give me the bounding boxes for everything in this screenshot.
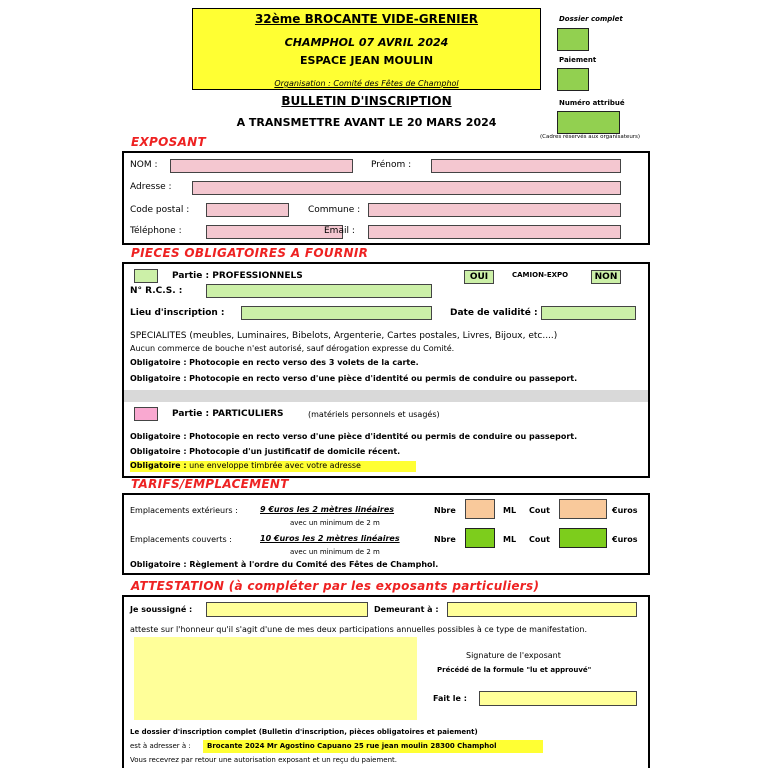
fait-label: Fait le : [433,694,467,703]
cov-min: avec un minimum de 2 m [290,548,380,556]
telephone-field[interactable] [206,225,343,239]
part-obligatoire-2-text: Photocopie d'un justificatif de domicile récent. [189,447,401,456]
telephone-label: Téléphone : [130,226,182,236]
ext-cout-label: Cout [529,506,550,515]
email-label: Email : [324,226,355,236]
code-postal-label: Code postal : [130,205,190,215]
numero-box[interactable] [557,111,620,134]
exposant-heading: EXPOSANT [131,135,207,149]
formule-label: Précédé de la formule "lu et approuvé" [437,666,592,674]
non-button[interactable]: NON [591,270,621,284]
obligatoire-tag: Obligatoire : [130,432,187,441]
pieces-frame [122,262,650,478]
deadline: A TRANSMETTRE AVANT LE 20 MARS 2024 [236,116,497,129]
pro-obligatoire-1 [130,358,419,368]
cov-cout-label: Cout [529,535,550,544]
paiement-label: Paiement [559,56,597,64]
dossier-complet-label: Dossier complet [559,15,623,23]
prenom-field[interactable] [431,159,621,173]
part-obligatoire-1-text: Photocopie en recto verso d'une pièce d'identité ou permis de conduire ou passeport. [189,432,578,441]
admin-note: (Cadres réservés aux organisateurs) [540,134,641,140]
ext-nbre-label: Nbre [434,506,456,515]
attestation-heading: ATTESTATION (à compléter par les exposants particuliers) [131,579,540,593]
signature-label: Signature de l'exposant [466,651,561,660]
pro-obligatoire-1-text: Photocopie en recto verso des 3 volets de la carte. [189,358,419,367]
part-obligatoire-3 [130,461,416,472]
validite-label: Date de validité : [450,308,538,318]
pieces-heading: PIECES OBLIGATOIRES A FOURNIR [131,246,369,260]
signature-area[interactable] [134,637,417,720]
bulletin-title: BULLETIN D'INSCRIPTION [281,94,452,108]
part-label: Partie : PARTICULIERS [172,409,284,419]
rcs-field[interactable] [206,284,432,298]
lieu-label: Lieu d'inscription : [130,308,225,318]
commune-field[interactable] [368,203,621,217]
cov-label: Emplacements couverts : [130,535,232,544]
nom-field[interactable] [170,159,353,173]
ext-euros-label: €uros [612,506,638,515]
event-date: CHAMPHOL 07 AVRIL 2024 [284,36,449,49]
part-obligatoire-3-text: une enveloppe timbrée avec votre adresse [189,461,361,470]
commune-label: Commune : [308,205,361,215]
part-checkbox[interactable] [134,407,158,421]
cov-nbre-label: Nbre [434,535,456,544]
address-highlight: Brocante 2024 Mr Agostino Capuano 25 rue jean moulin 28300 Champhol [203,740,543,753]
obligatoire-tag: Obligatoire : [130,374,187,383]
demeurant-field[interactable] [447,602,637,617]
reglement [130,560,438,570]
atteste-text: atteste sur l'honneur qu'il s'agit d'une de mes deux participations annuelles possibles à ce type de manifestation. [130,625,587,634]
soussigne-label: Je soussigné : [130,605,193,614]
part-obligatoire-1 [130,432,577,442]
reglement-text: Règlement à l'ordre du Comité des Fêtes de Champhol. [189,560,439,569]
event-venue: ESPACE JEAN MOULIN [299,54,434,67]
cov-price: 10 €uros les 2 mètres linéaires [260,534,400,543]
part-note: (matériels personnels et usagés) [308,410,440,419]
pro-label: Partie : PROFESSIONNELS [172,271,303,281]
header-box [192,8,541,90]
ext-nbre-field[interactable] [465,499,495,519]
obligatoire-tag: Obligatoire : [130,560,187,569]
numero-label: Numéro attribué [559,99,625,107]
fait-field[interactable] [479,691,637,706]
validite-field[interactable] [541,306,636,320]
ext-ml-label: ML [503,506,517,515]
pro-checkbox[interactable] [134,269,158,283]
event-title: 32ème BROCANTE VIDE-GRENIER [254,12,479,26]
ext-label: Emplacements extérieurs : [130,506,238,515]
demeurant-label: Demeurant à : [374,605,439,614]
tarifs-heading: TARIFS/EMPLACEMENT [131,477,289,491]
cov-euros-label: €uros [612,535,638,544]
obligatoire-tag: Obligatoire : [130,461,187,470]
ext-cout-field[interactable] [559,499,607,519]
cov-ml-label: ML [503,535,517,544]
section-divider [124,390,648,402]
pro-obligatoire-2 [130,374,577,384]
oui-button[interactable]: OUI [464,270,494,284]
recevrez-note: Vous recevrez par retour une autorisation exposant et un reçu du paiement. [130,756,398,764]
email-field[interactable] [368,225,621,239]
code-postal-field[interactable] [206,203,289,217]
obligatoire-tag: Obligatoire : [130,447,187,456]
adresse-label: Adresse : [130,182,172,192]
obligatoire-tag: Obligatoire : [130,358,187,367]
cov-nbre-field[interactable] [465,528,495,548]
adresser-label: est à adresser à : [130,742,191,750]
prenom-label: Prénom : [371,160,412,170]
nom-label: NOM : [130,160,158,170]
ext-min: avec un minimum de 2 m [290,519,380,527]
camion-expo-label: CAMION-EXPO [512,271,569,279]
attestation-frame [122,595,650,768]
cov-cout-field[interactable] [559,528,607,548]
soussigne-field[interactable] [206,602,368,617]
adresse-field[interactable] [192,181,621,195]
tarifs-frame [122,493,650,575]
ext-price: 9 €uros les 2 mètres linéaires [260,505,395,514]
dossier-complet-box[interactable] [557,28,589,51]
specialites: SPECIALITES (meubles, Luminaires, Bibelots, Argenterie, Cartes postales, Livres, Bijoux, etc....) [130,331,558,341]
lieu-field[interactable] [241,306,432,320]
paiement-box[interactable] [557,68,589,91]
rcs-label: N° R.C.S. : [130,286,183,296]
exposant-frame [122,151,650,245]
dossier-note: Le dossier d'inscription complet (Bulletin d'inscription, pièces obligatoires et paiement) [130,728,478,736]
part-obligatoire-2 [130,447,400,457]
organisation: Organisation : Comité des Fêtes de Champhol [274,79,459,88]
pro-obligatoire-2-text: Photocopie en recto verso d'une pièce d'identité ou permis de conduire ou passeport. [189,374,578,383]
commerce-note: Aucun commerce de bouche n'est autorisé, sauf dérogation expresse du Comité. [130,344,455,353]
